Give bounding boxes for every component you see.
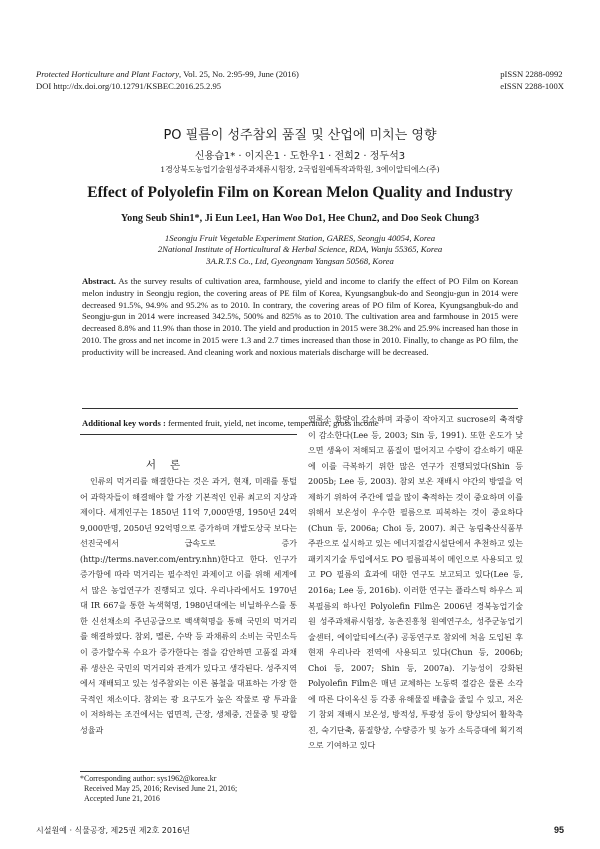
- abstract: [82, 276, 518, 358]
- doi-line[interactable]: DOI http://dx.doi.org/10.12791/KSBEC.2016.25.2.95: [36, 80, 222, 91]
- keywords-label: Additional key words :: [82, 418, 166, 428]
- journal-name: Protected Horticulture and Plant Factory: [36, 69, 180, 79]
- footnote-rule: [80, 771, 180, 772]
- divider-keywords: [80, 434, 297, 435]
- pissn: pISSN 2288-0992: [500, 69, 563, 79]
- footnote: [80, 774, 300, 804]
- english-affiliations: [0, 233, 600, 267]
- keywords-text: fermented fruit, yield, net income, temperature, gross income: [165, 418, 379, 428]
- korean-authors: 신용습1* · 이지은1 · 도한우1 · 전희2 · 정두석3: [194, 151, 406, 162]
- volume-info: , Vol. 25, No. 2:95-99, June (2016): [179, 69, 299, 79]
- journal-header: [36, 69, 564, 95]
- affiliation-1: 1Seongju Fruit Vegetable Experiment Station, GARES, Seongju 40054, Korea: [164, 233, 436, 243]
- received-date: Received May 25, 2016; Revised June 21, 2016;: [84, 784, 238, 793]
- abstract-label: Abstract.: [82, 276, 116, 286]
- english-title: Effect of Polyolefin Film on Korean Melon Quality and Industry: [87, 184, 513, 201]
- affiliation-2: 2National Institute of Horticultural & Herbal Science, RDA, Wanju 55365, Korea: [157, 244, 443, 255]
- citation-block: [36, 69, 299, 92]
- body-column-right: 엽록소 함량이 감소하며 과중이 작아지고 sucrose의 축적량이 감소한다(Lee 등, 2003; Sin 등, 1991). 또한 온도가 낮으면 생육이 저해되고 품질이 떨어지고 수량이 감소하기 때문에 이를 극복하기 위한 많은 연구가 진행되었다(Shin 등 2005b; Lee 등, 2003). 참외 보온 재배시 야간의 방열을 억제하기 위하여 주간에 열을 많이 축적하는 것이 중요하며 이를 위해서 보온성이 우수한 필름으로 피복하는 것이 중요하다(Chun 등, 2006a; Choi 등, 2007). 최근 농림축산식품부 주관으로 실시하고 있는 에너지절감시설단에서 추천하고 있는 패키지기술 투입에서도 PO 필름피복이 메인으로 사용되고 있고 PO 필름의 효과에 대한 연구도 보고되고 있다(Lee 등, 2016a; Lee 등, 2016b). 이러한 연구는 플라스틱 하우스 피복필름의 하나인 Polyolefin Film은 2006년 경북농업기술원 성주과채류시험장, 농촌진흥청 원예연구소, 성주군농업기술센터, 에이알티에스(주) 공동연구로 참외에 처음 도입된 후 현재 우리나라 전역에 사용되고 있다(Chun 등, 2006b; Choi 등, 2007; Shin 등, 2007a). 기능성이 강화된 Polyolefin Film은 매년 교체하는 노동력 절감은 물론 소각에 따른 다이옥신 등 각종 유해물질 배출을 줄일 수 있고, 저온기 참외 재배시 보온성, 방적성, 투광성 등이 향상되어 활착촉진, 숙기단축, 품질향상, 수량증가 및 농가 소득증대에 획기적으로 기여하고 있다: [308, 415, 523, 751]
- section-title: 서론: [145, 459, 195, 471]
- corresponding-author: *Corresponding author: sys1962@korea.kr: [80, 774, 217, 783]
- korean-title: PO 필름이 성주참외 품질 및 산업에 미치는 영향: [163, 128, 437, 143]
- abstract-text: As the survey results of cultivation area, farmhouse, yield and income to clarify the effect of PO Film on Korean melon industry in Seongju region, the covering areas of PE film of Korea, Kyungsangbuk-do and Seongju-gun in 2014 were decreased 91.5%, 94.9% and 95.2% as to 2010. In contrary, the covering areas of PO film of Korea, Kyungsangbuk-do and Seongju-gun in 2014 were increased 342.5%, 500% and 825% as to 2010. The cultivation area and farmhouse in 2015 were decreased 8.8% and 11.9% than those in 2010. The yield and production in 2015 were 38.2% and 25.9% increased han those in 2010. The gross and net income in 2015 were 1.3 and 2.7 times increased than those in 2010. Finally, to change as PO film, the productivity will be increased. And cleaning work and noxious materials discharge will be decreased.: [82, 276, 518, 357]
- page-number: 95: [553, 825, 564, 835]
- divider-top: [82, 408, 518, 409]
- accepted-date: Accepted June 21, 2016: [84, 794, 160, 803]
- affiliation-3: 3A.R.T.S Co., Ltd, Gyeongnam Yangsan 50568, Korea: [206, 255, 394, 266]
- body-column-left: 인류의 먹거리를 해결한다는 것은 과거, 현재, 미래를 통털어 과학자들이 해결해야 할 가장 기본적인 인류 최고의 지상과제이다. 세계인구는 1850년 11억 7,000만명, 1950년 24억 9,000만명, 2050년 92억명으로 증가하며 개발도상국 보다는 선진국에서 급속도로 증가(http://terms.naver.com/entry.nhn)한다고 한다. 인구가 증가함에 따라 먹거리는 필수적인 과제이고 이를 위해 세계에서 많은 농업연구가 진행되고 있다. 우리나라에서도 1970년대 IR 667을 통한 녹색혁명, 1980년대에는 비닐하우스를 통한 신선채소의 주년공급으로 백색혁명을 통해 국민의 먹거리를 해결하였다. 참외, 멜론, 수박 등 과채류의 소비는 국민소득이 증가할수록 수요가 증가한다는 점을 감안하면 고품질 과채류 생산은 국민의 먹거리와 관계가 있다고 생각된다. 성주지역에서 재배되고 있는 성주참외는 이른 봄철을 대표하는 가장 한국적인 채소이다. 참외는 광 요구도가 높은 작물로 광 투과율이 저하하는 조건에서는 엽면적, 근장, 생체중, 건물중 및 광합성율과: [80, 477, 297, 735]
- page-footer: [36, 825, 564, 837]
- eissn: eISSN 2288-100X: [500, 80, 564, 91]
- issn-block: [500, 69, 564, 92]
- footer-journal: 시설원예 · 식물공장, 제25권 제2호 2016년: [36, 826, 190, 835]
- english-authors: Yong Seub Shin1*, Ji Eun Lee1, Han Woo Do1, Hee Chun2, and Doo Seok Chung3: [120, 213, 480, 224]
- korean-affiliation: 1경상북도농업기술원성주과채류시험장, 2국립원예특작과학원, 3에이알티에스(주): [160, 165, 440, 174]
